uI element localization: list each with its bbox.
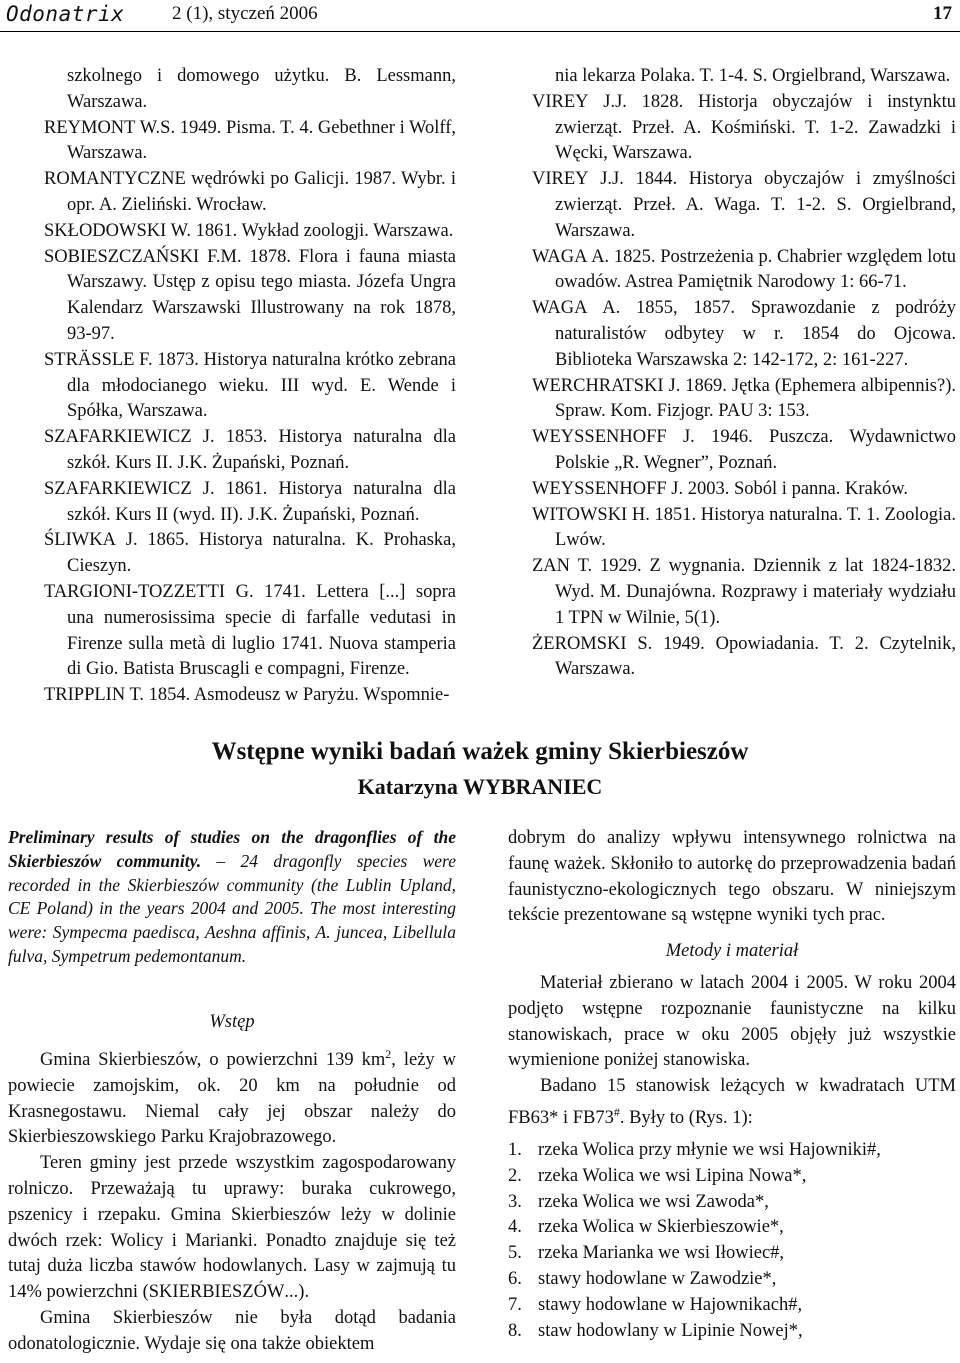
reference-author: WEYSSENHOFF xyxy=(532,478,667,499)
references-left-column xyxy=(44,64,456,709)
reference-entry xyxy=(44,167,456,219)
reference-entry xyxy=(44,425,456,477)
reference-text: J. 1946. Puszcza. Wydawnictwo Polskie „R. Wegner”, Poznań. xyxy=(555,427,956,473)
reference-text: J. 1861. Historya naturalna dla szkół. Kurs II (wyd. II). J.K. Żupański, Poznań. xyxy=(67,478,456,525)
intro-paragraph-2: Teren gminy jest przede wszystkim zagospodarowany rolniczo. Przeważają tu uprawy: buraka cukrowego, pszenicy i rzepaku. Gmina Skierbieszów leży w dolinie dwóch rzek: Wolicy i Marianki. Ponadto znajduje się też tutaj duża liczba stawów hodowlanych. Lasy w zajmują tu 14% powierzchni (SKIERBIESZÓW...). xyxy=(8,1153,456,1303)
reference-text: wędrówki po Galicji. 1987. Wybr. i opr. A. Zieliński. Wrocław. xyxy=(67,169,456,215)
reference-text: H. 1851. Historya naturalna. T. 1. Zoologia. Lwów. xyxy=(555,504,956,551)
abstract-text: – 24 dragonfly species were recorded in the Skierbieszów community (the Lublin Upland, CE Poland) in the years 2004 and 2005. The most interesting were: Sympecma paedisca, Aeshna affinis, A. juncea, Libellula fulva, Sympetrum pedemontanum. xyxy=(8,850,456,966)
reference-text: G. 1741. Lettera [...] sopra una numerosissima specie di farfalle vedutasi in Firenze sulla metà di luglio 1741. Nuova stamperia di Gio. Batista Bruscagli e compagni, Firenze. xyxy=(67,581,456,680)
reference-text: J.J. 1844. Historya obyczajów i zmyślności zwierząt. Przeł. A. Waga. T. 1-2. S. Orgielbrand, Warszawa. xyxy=(555,169,956,241)
site-item xyxy=(508,1215,956,1241)
reference-author: ROMANTYCZNE xyxy=(44,169,186,190)
site-text: rzeka Wolica w Skierbieszowie*, xyxy=(538,1217,784,1238)
methods-paragraph-1: Materiał zbierano w latach 2004 i 2005. W roku 2004 podjęto wstępne rozpoznanie faunistyczne na kilku stanowiskach, prace w oku 2005 objęły już wszystkie wymienione poniżej stanowiska. xyxy=(508,972,956,1071)
site-text: stawy hodowlane w Hajownikach#, xyxy=(538,1294,803,1315)
site-item xyxy=(508,1267,956,1293)
reference-author: ZAN xyxy=(532,556,571,577)
site-item xyxy=(508,1138,956,1164)
reference-entry xyxy=(44,116,456,168)
reference-text: A. 1825. Postrzeżenia p. Chabrier względem lotu owadów. Astrea Pamiętnik Narodowy 1: 66-71. xyxy=(555,246,956,293)
reference-author: SOBIESZCZAŃSKI xyxy=(44,246,200,267)
site-text: rzeka Marianka we wsi Iłowiec#, xyxy=(538,1243,785,1264)
reference-author: SZAFARKIEWICZ xyxy=(44,427,192,448)
reference-text: A. 1855, 1857. Sprawozdanie z podróży naturalistów odbytey w r. 1854 do Ojcowa. Biblioteka Warszawska 2: 142-172, 2: 161-227. xyxy=(555,298,956,370)
site-item xyxy=(508,1319,956,1345)
site-number: 7. xyxy=(508,1294,522,1315)
site-number: 2. xyxy=(508,1165,522,1186)
site-number: 8. xyxy=(508,1320,522,1341)
intro-paragraph-3: Gmina Skierbieszów nie była dotąd badania odonatologicznie. Wydaje się ona także obiektem xyxy=(8,1307,456,1354)
continuation-paragraph: dobrym do analizy wpływu intensywnego rolnictwa na faunę ważek. Skłoniło to autorkę do przeprowadzenia badań faunistyczno-ekologicznych tego obszaru. W niniejszym tekście prezentowane są wstępne wyniki tych prac. xyxy=(508,828,956,926)
reference-text: J.J. 1828. Historja obyczajów i instynktu zwierząt. Przeł. A. Kośmiński. T. 1-2. Zawadzki i Węcki, Warszawa. xyxy=(555,91,956,164)
reference-author: VIREY xyxy=(532,91,589,112)
reference-entry xyxy=(532,425,956,477)
article-author: Katarzyna WYBRANIEC xyxy=(357,774,603,799)
reference-entry xyxy=(44,348,456,425)
reference-text: F.M. 1878. Flora i fauna miasta Warszawy. Ustęp z opisu tego miasta. Józefa Ungra Kalendarz Warszawski Illustrowany na rok 1878, 93-97. xyxy=(67,246,456,344)
reference-author: ŚLIWKA xyxy=(44,530,116,551)
reference-author: WERCHRATSKI xyxy=(532,375,664,396)
reference-text: nia lekarza Polaka. T. 1-4. S. Orgielbrand, Warszawa. xyxy=(555,66,951,86)
site-item xyxy=(508,1164,956,1190)
reference-text: S. 1949. Opowiadania. T. 2. Czytelnik, Warszawa. xyxy=(555,633,956,680)
running-header xyxy=(0,2,960,28)
reference-entry xyxy=(532,632,956,684)
reference-entry xyxy=(44,580,456,683)
site-number: 6. xyxy=(508,1268,522,1289)
site-text: stawy hodowlane w Zawodzie*, xyxy=(538,1268,777,1289)
references-right-column xyxy=(532,64,956,683)
reference-entry xyxy=(532,477,956,503)
reference-entry xyxy=(532,90,956,167)
reference-entry xyxy=(44,219,456,245)
reference-author: SZAFARKIEWICZ xyxy=(44,478,192,499)
site-text: staw hodowlany w Lipinie Nowej*, xyxy=(538,1320,803,1341)
reference-text: T. 1854. Asmodeusz w Paryżu. Wspomnie- xyxy=(125,685,450,706)
reference-entry xyxy=(532,374,956,426)
intro-paragraph-1: Gmina Skierbieszów, o powierzchni 139 $km^2$, leży w powiecie zamojskim, ok. 20 km na południe od Krasnegostawu. Niemal cały jej obszar należy do Skierbieszowskiego Parku Krajobrazowego. xyxy=(8,1046,456,1148)
reference-text: F. 1873. Historya naturalna krótko zebrana dla młodocianego wieku. III wyd. E. Wende i Spółka, Warszawa. xyxy=(67,349,456,422)
reference-author: WAGA xyxy=(532,298,588,319)
site-text: rzeka Wolica we wsi Lipina Nowa*, xyxy=(538,1165,807,1186)
reference-text: J. 2003. Soból i panna. Kraków. xyxy=(666,478,909,499)
reference-author: TARGIONI-TOZZETTI xyxy=(44,581,226,602)
reference-entry xyxy=(44,477,456,529)
intro-heading: Wstęp xyxy=(209,1012,255,1032)
reference-author: SKŁODOWSKI xyxy=(44,220,167,241)
sites-list xyxy=(508,1138,956,1344)
reference-entry xyxy=(44,683,456,709)
reference-entry xyxy=(532,503,956,555)
reference-author: VIREY xyxy=(532,169,589,190)
reference-author: REYMONT xyxy=(44,117,136,138)
reference-entry xyxy=(44,245,456,348)
site-item xyxy=(508,1190,956,1216)
abstract xyxy=(8,826,456,969)
site-number: 4. xyxy=(508,1217,522,1238)
article-title: Wstępne wyniki badań ważek gminy Skierbieszów xyxy=(211,738,749,765)
methods-column xyxy=(508,826,956,1344)
reference-author: ŻEROMSKI xyxy=(532,633,627,654)
reference-text: J. 1869. Jętka (Ephemera albipennis?). Spraw. Kom. Fizjogr. PAU 3: 153. xyxy=(555,375,956,422)
site-item xyxy=(508,1241,956,1267)
site-number: 1. xyxy=(508,1139,522,1160)
issue-info: 2 (1), styczeń 2006 xyxy=(172,3,318,24)
reference-entry xyxy=(44,64,456,116)
reference-text: T. 1929. Z wygnania. Dziennik z lat 1824-1832. Wyd. M. Dunajówna. Rozprawy i materiały wydziału 1 TPN w Wilnie, 5(1). xyxy=(555,556,956,628)
journal-name: Odonatrix xyxy=(6,2,125,26)
reference-entry xyxy=(532,554,956,631)
site-number: 3. xyxy=(508,1191,522,1212)
site-item xyxy=(508,1293,956,1319)
intro-column xyxy=(8,1000,456,1358)
site-text: rzeka Wolica we wsi Zawoda*, xyxy=(538,1191,769,1212)
reference-text: J. 1853. Historya naturalna dla szkół. Kurs II. J.K. Żupański, Poznań. xyxy=(67,427,456,473)
reference-entry xyxy=(532,296,956,373)
reference-author: STRÄSSLE xyxy=(44,349,135,370)
reference-author: WEYSSENHOFF xyxy=(532,427,667,448)
reference-entry xyxy=(44,528,456,580)
abstract-title: Preliminary results of studies on the dragonflies of the Skierbieszów community. xyxy=(8,827,456,871)
reference-author: WAGA xyxy=(532,246,588,267)
reference-entry xyxy=(532,245,956,297)
site-text: rzeka Wolica przy młynie we wsi Hajowniki#, xyxy=(538,1139,881,1160)
reference-text: szkolnego i domowego użytku. B. Lessmann, Warszawa. xyxy=(67,66,456,112)
reference-text: W.S. 1949. Pisma. T. 4. Gebethner i Wolff, Warszawa. xyxy=(67,117,456,164)
reference-author: WITOWSKI xyxy=(532,504,628,525)
site-number: 5. xyxy=(508,1243,522,1264)
page-number: 17 xyxy=(933,3,952,24)
reference-text: J. 1865. Historya naturalna. K. Prohaska, Cieszyn. xyxy=(67,530,456,577)
methods-heading: Metody i materiał xyxy=(665,941,799,962)
reference-author: TRIPPLIN xyxy=(44,685,126,706)
methods-paragraph-2: Badano 15 stanowisk leżących w kwadratach UTM FB63* i FB73#. Były to (Rys. 1): xyxy=(508,1076,956,1129)
header-rule xyxy=(0,31,960,32)
reference-entry xyxy=(532,64,956,90)
reference-entry xyxy=(532,167,956,244)
reference-text: W. 1861. Wykład zoologji. Warszawa. xyxy=(166,220,454,241)
